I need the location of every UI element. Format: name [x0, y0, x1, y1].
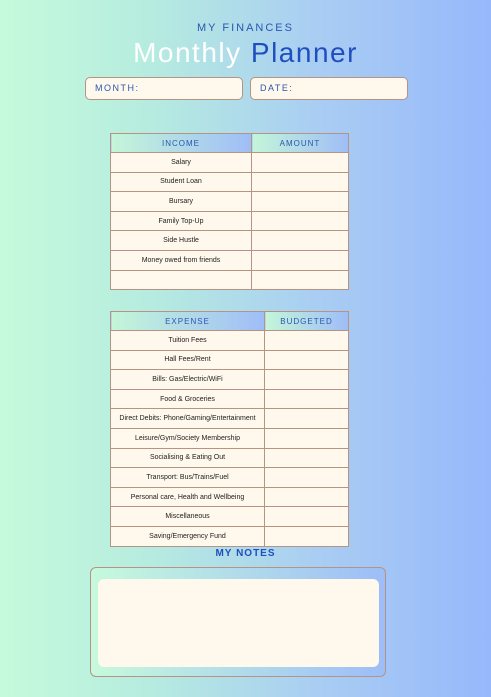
budgeted-cell[interactable] — [265, 526, 349, 546]
expense-label: Saving/Emergency Fund — [111, 526, 265, 546]
expense-table — [110, 311, 349, 547]
table-row — [111, 331, 349, 351]
budgeted-cell[interactable] — [265, 389, 349, 409]
table-row — [111, 507, 349, 527]
expense-label: Leisure/Gym/Society Membership — [111, 428, 265, 448]
amount-cell[interactable] — [252, 250, 349, 270]
table-row — [111, 270, 349, 290]
table-row — [111, 468, 349, 488]
table-row — [111, 487, 349, 507]
title-monthly: Monthly — [133, 37, 242, 68]
income-label: Family Top-Up — [111, 211, 252, 231]
budgeted-cell[interactable] — [265, 448, 349, 468]
budgeted-cell[interactable] — [265, 350, 349, 370]
expense-label: Direct Debits: Phone/Gaming/Entertainment — [111, 409, 265, 429]
budgeted-cell[interactable] — [265, 370, 349, 390]
amount-cell[interactable] — [252, 211, 349, 231]
month-label: MONTH: — [95, 83, 140, 93]
page-kicker: MY FINANCES — [197, 22, 294, 34]
notes-label: MY NOTES — [215, 548, 276, 559]
table-row — [111, 370, 349, 390]
expense-label: Personal care, Health and Wellbeing — [111, 487, 265, 507]
expense-label: Tuition Fees — [111, 331, 265, 351]
income-label: Salary — [111, 153, 252, 173]
budgeted-column-header: BUDGETED — [265, 312, 349, 331]
budgeted-cell[interactable] — [265, 409, 349, 429]
amount-cell[interactable] — [252, 192, 349, 212]
expense-label: Transport: Bus/Trains/Fuel — [111, 468, 265, 488]
amount-cell[interactable] — [252, 172, 349, 192]
amount-cell[interactable] — [252, 153, 349, 173]
notes-frame — [90, 567, 386, 677]
table-row — [111, 350, 349, 370]
income-label: Bursary — [111, 192, 252, 212]
budgeted-cell[interactable] — [265, 468, 349, 488]
expense-label: Miscellaneous — [111, 507, 265, 527]
table-row — [111, 409, 349, 429]
income-label: Student Loan — [111, 172, 252, 192]
table-row — [111, 192, 349, 212]
income-label: Money owed from friends — [111, 250, 252, 270]
expense-label: Food & Groceries — [111, 389, 265, 409]
date-field[interactable] — [250, 77, 408, 100]
income-label: Side Hustle — [111, 231, 252, 251]
amount-column-header: AMOUNT — [252, 134, 349, 153]
budgeted-cell[interactable] — [265, 487, 349, 507]
table-row — [111, 389, 349, 409]
month-field[interactable] — [85, 77, 243, 100]
notes-area[interactable] — [98, 579, 379, 667]
budgeted-cell[interactable] — [265, 507, 349, 527]
income-table — [110, 133, 349, 290]
expense-label: Hall Fees/Rent — [111, 350, 265, 370]
table-row — [111, 526, 349, 546]
budgeted-cell[interactable] — [265, 428, 349, 448]
table-row — [111, 250, 349, 270]
date-label: DATE: — [260, 83, 294, 93]
table-row — [111, 231, 349, 251]
income-label[interactable] — [111, 270, 252, 290]
expense-label: Socialising & Eating Out — [111, 448, 265, 468]
table-row — [111, 428, 349, 448]
title-planner: Planner — [250, 37, 358, 68]
amount-cell[interactable] — [252, 270, 349, 290]
income-header-row — [111, 134, 349, 153]
expense-label: Bills: Gas/Electric/WiFi — [111, 370, 265, 390]
table-row — [111, 211, 349, 231]
amount-cell[interactable] — [252, 231, 349, 251]
table-row — [111, 153, 349, 173]
expense-header-row — [111, 312, 349, 331]
expense-column-header: EXPENSE — [111, 312, 265, 331]
page-title — [0, 36, 491, 70]
income-column-header: INCOME — [111, 134, 252, 153]
table-row — [111, 172, 349, 192]
budgeted-cell[interactable] — [265, 331, 349, 351]
table-row — [111, 448, 349, 468]
